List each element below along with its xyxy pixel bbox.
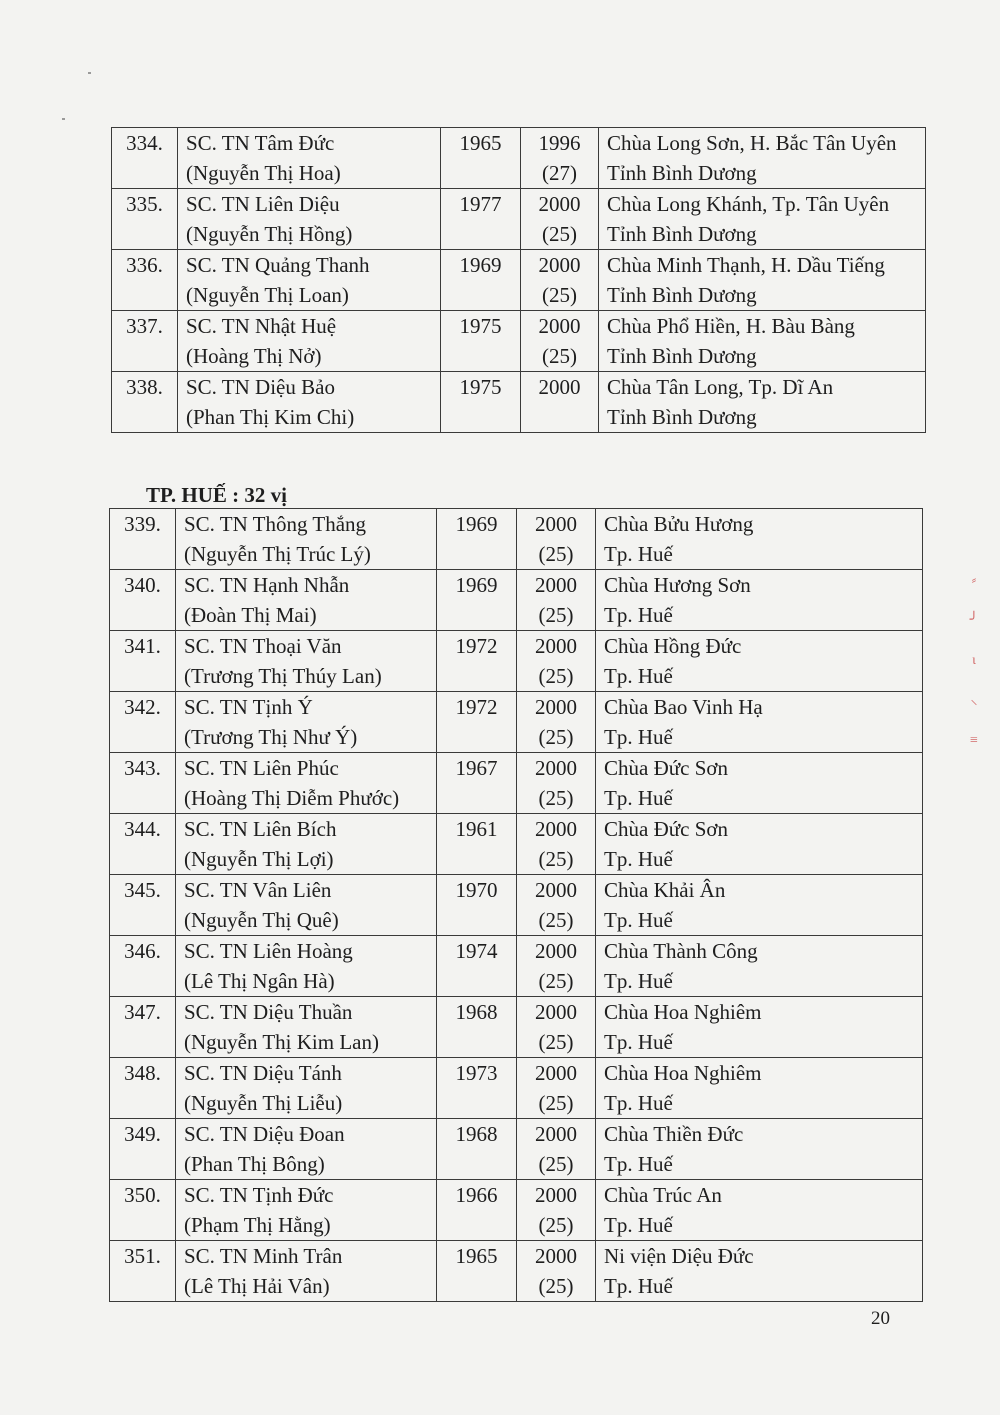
- ordination-year-ordained-note: (25): [538, 664, 574, 688]
- temple-location-cell: [599, 189, 926, 250]
- person-name-cell: [176, 509, 437, 570]
- person-name-birth-name: (Lê Thị Ngân Hà): [184, 969, 335, 993]
- birth-year-cell: [437, 570, 517, 631]
- person-name-cell: [176, 936, 437, 997]
- birth-year-year: 1968: [455, 1000, 498, 1024]
- temple-location-province: Tp. Huế: [604, 603, 673, 627]
- temple-location-temple: Chùa Long Sơn, H. Bắc Tân Uyên: [607, 131, 897, 155]
- birth-year-cell: [441, 372, 521, 433]
- temple-location-province: Tỉnh Bình Dương: [607, 344, 757, 368]
- ordination-year-ordained-note: (25): [542, 283, 577, 307]
- birth-year-year: 1970: [455, 878, 498, 902]
- table-row: [110, 631, 923, 692]
- temple-location-province: Tỉnh Bình Dương: [607, 283, 757, 307]
- row-number-cell: [110, 814, 176, 875]
- person-name-name: SC. TN Tịnh Đức: [184, 1183, 334, 1207]
- temple-location-cell: [599, 250, 926, 311]
- ordination-year-ordained-note: (25): [538, 908, 574, 932]
- scan-speck: [62, 118, 65, 120]
- table-row: [110, 1058, 923, 1119]
- row-number-stt: 350.: [124, 1183, 161, 1207]
- birth-year-year: 1977: [459, 192, 502, 216]
- birth-year-cell: [437, 1058, 517, 1119]
- row-number-cell: [110, 1058, 176, 1119]
- row-number-cell: [110, 570, 176, 631]
- ordination-year-ordained: 2000: [535, 695, 577, 719]
- ordination-year-ordained-note: (25): [538, 1030, 574, 1054]
- person-name-cell: [176, 692, 437, 753]
- person-name-birth-name: (Nguyễn Thị Lợi): [184, 847, 334, 871]
- table-row: [110, 814, 923, 875]
- row-number-cell: [110, 509, 176, 570]
- temple-location-temple: Chùa Hoa Nghiêm: [604, 1061, 762, 1085]
- person-name-cell: [176, 570, 437, 631]
- birth-year-year: 1972: [455, 634, 498, 658]
- birth-year-cell: [441, 128, 521, 189]
- birth-year-year: 1969: [455, 573, 498, 597]
- person-name-cell: [176, 753, 437, 814]
- person-name-birth-name: (Nguyễn Thị Kim Lan): [184, 1030, 379, 1054]
- page-number: 20: [871, 1308, 890, 1329]
- temple-location-temple: Ni viện Diệu Đức: [604, 1244, 754, 1268]
- ordination-year-cell: [521, 189, 599, 250]
- temple-location-cell: [596, 1119, 923, 1180]
- birth-year-cell: [437, 753, 517, 814]
- birth-year-year: 1966: [455, 1183, 498, 1207]
- person-name-cell: [178, 311, 441, 372]
- ordination-year-ordained: 2000: [535, 1061, 577, 1085]
- temple-location-province: Tp. Huế: [604, 1091, 673, 1115]
- birth-year-cell: [437, 631, 517, 692]
- person-name-birth-name: (Đoàn Thị Mai): [184, 603, 317, 627]
- person-name-birth-name: (Nguyễn Thị Hoa): [186, 161, 341, 185]
- person-name-birth-name: (Nguyễn Thị Quê): [184, 908, 339, 932]
- temple-location-cell: [599, 128, 926, 189]
- temple-location-cell: [596, 1241, 923, 1302]
- ordination-year-ordained-note: (25): [542, 344, 577, 368]
- temple-location-temple: Chùa Phổ Hiền, H. Bàu Bàng: [607, 314, 855, 338]
- ordination-year-ordained: 2000: [535, 1122, 577, 1146]
- temple-location-province: Tp. Huế: [604, 1213, 673, 1237]
- ordination-year-ordained: 2000: [535, 512, 577, 536]
- birth-year-year: 1967: [455, 756, 498, 780]
- person-name-cell: [176, 875, 437, 936]
- row-number-stt: 335.: [126, 192, 163, 216]
- birth-year-cell: [437, 875, 517, 936]
- ordination-year-cell: [521, 311, 599, 372]
- temple-location-cell: [596, 509, 923, 570]
- temple-location-temple: Chùa Thành Công: [604, 939, 758, 963]
- row-number-cell: [110, 1180, 176, 1241]
- birth-year-year: 1969: [459, 253, 502, 277]
- temple-location-cell: [596, 631, 923, 692]
- table-row: [110, 1119, 923, 1180]
- ordination-year-ordained-note: (25): [538, 1152, 574, 1176]
- row-number-cell: [110, 753, 176, 814]
- birth-year-year: 1973: [455, 1061, 498, 1085]
- temple-location-province: Tp. Huế: [604, 1030, 673, 1054]
- person-name-name: SC. TN Diệu Tánh: [184, 1061, 342, 1085]
- temple-location-temple: Chùa Tân Long, Tp. Dĩ An: [607, 375, 834, 399]
- temple-location-cell: [596, 936, 923, 997]
- row-number-stt: 349.: [124, 1122, 161, 1146]
- person-name-cell: [178, 250, 441, 311]
- table-binh-duong: [111, 127, 926, 433]
- person-name-name: SC. TN Diệu Bảo: [186, 375, 335, 399]
- birth-year-cell: [437, 1180, 517, 1241]
- person-name-birth-name: (Phan Thị Bông): [184, 1152, 325, 1176]
- person-name-cell: [178, 189, 441, 250]
- table-row: [112, 128, 926, 189]
- ordination-year-ordained-note: (25): [538, 1274, 574, 1298]
- row-number-stt: 338.: [126, 375, 163, 399]
- row-number-stt: 344.: [124, 817, 161, 841]
- person-name-birth-name: (Nguyễn Thị Hồng): [186, 222, 353, 246]
- row-number-stt: 337.: [126, 314, 163, 338]
- birth-year-cell: [437, 997, 517, 1058]
- ordination-year-cell: [517, 1180, 596, 1241]
- row-number-cell: [110, 997, 176, 1058]
- birth-year-year: 1965: [459, 131, 502, 155]
- row-number-cell: [112, 128, 178, 189]
- row-number-stt: 341.: [124, 634, 161, 658]
- birth-year-year: 1965: [455, 1244, 498, 1268]
- row-number-stt: 346.: [124, 939, 161, 963]
- ordination-year-cell: [517, 997, 596, 1058]
- ordination-year-ordained-note: (25): [538, 725, 574, 749]
- row-number-stt: 343.: [124, 756, 161, 780]
- temple-location-province: Tp. Huế: [604, 969, 673, 993]
- temple-location-temple: Chùa Hương Sơn: [604, 573, 751, 597]
- row-number-cell: [110, 692, 176, 753]
- person-name-cell: [178, 128, 441, 189]
- temple-location-province: Tỉnh Bình Dương: [607, 161, 757, 185]
- ordination-year-ordained: 2000: [535, 878, 577, 902]
- temple-location-province: Tp. Huế: [604, 908, 673, 932]
- person-name-cell: [176, 997, 437, 1058]
- ordination-year-cell: [521, 128, 599, 189]
- row-number-cell: [110, 1119, 176, 1180]
- row-number-cell: [110, 1241, 176, 1302]
- birth-year-cell: [437, 509, 517, 570]
- ordination-year-ordained-note: (25): [542, 222, 577, 246]
- birth-year-year: 1972: [455, 695, 498, 719]
- temple-location-province: Tp. Huế: [604, 786, 673, 810]
- person-name-birth-name: (Lê Thị Hải Vân): [184, 1274, 330, 1298]
- person-name-name: SC. TN Hạnh Nhẫn: [184, 573, 350, 597]
- scan-speck: [88, 72, 91, 74]
- birth-year-cell: [437, 1119, 517, 1180]
- birth-year-year: 1975: [459, 375, 502, 399]
- row-number-stt: 339.: [124, 512, 161, 536]
- ordination-year-cell: [517, 936, 596, 997]
- temple-location-cell: [596, 875, 923, 936]
- table-hue: [109, 508, 923, 1302]
- ordination-year-ordained-note: (25): [538, 1213, 574, 1237]
- temple-location-province: Tp. Huế: [604, 1274, 673, 1298]
- birth-year-year: 1968: [455, 1122, 498, 1146]
- section-title: TP. HUẾ : 32 vị: [146, 483, 287, 507]
- temple-location-province: Tp. Huế: [604, 725, 673, 749]
- table-row: [112, 250, 926, 311]
- person-name-cell: [178, 372, 441, 433]
- row-number-stt: 348.: [124, 1061, 161, 1085]
- ordination-year-cell: [517, 1119, 596, 1180]
- person-name-birth-name: (Trương Thị Thúy Lan): [184, 664, 382, 688]
- person-name-birth-name: (Hoàng Thị Diễm Phước): [184, 786, 400, 810]
- person-name-cell: [176, 1241, 437, 1302]
- row-number-stt: 342.: [124, 695, 161, 719]
- temple-location-temple: Chùa Long Khánh, Tp. Tân Uyên: [607, 192, 890, 216]
- birth-year-cell: [437, 936, 517, 997]
- birth-year-cell: [437, 692, 517, 753]
- ordination-year-cell: [517, 631, 596, 692]
- temple-location-province: Tỉnh Bình Dương: [607, 222, 757, 246]
- row-number-cell: [110, 875, 176, 936]
- table-row: [110, 875, 923, 936]
- ordination-year-ordained: 2000: [538, 253, 581, 277]
- ordination-year-ordained: 2000: [535, 1000, 577, 1024]
- person-name-name: SC. TN Liên Phúc: [184, 756, 339, 780]
- person-name-cell: [176, 814, 437, 875]
- temple-location-cell: [596, 1180, 923, 1241]
- ordination-year-cell: [517, 1241, 596, 1302]
- row-number-cell: [110, 631, 176, 692]
- table-row: [112, 311, 926, 372]
- ordination-year-ordained: 2000: [538, 375, 581, 399]
- table-row: [110, 509, 923, 570]
- birth-year-cell: [437, 814, 517, 875]
- birth-year-year: 1969: [455, 512, 498, 536]
- table-row: [110, 1180, 923, 1241]
- temple-location-province: Tp. Huế: [604, 847, 673, 871]
- table-body: [110, 509, 923, 1302]
- table-row: [110, 936, 923, 997]
- temple-location-temple: Chùa Đức Sơn: [604, 817, 728, 841]
- person-name-name: SC. TN Tâm Đức: [186, 131, 335, 155]
- ordination-year-ordained-note: (25): [538, 542, 574, 566]
- temple-location-temple: Chùa Khải Ân: [604, 878, 726, 902]
- birth-year-cell: [441, 311, 521, 372]
- row-number-stt: 336.: [126, 253, 163, 277]
- ordination-year-ordained: 2000: [535, 817, 577, 841]
- temple-location-temple: Chùa Trúc An: [604, 1183, 722, 1207]
- person-name-cell: [176, 631, 437, 692]
- person-name-cell: [176, 1180, 437, 1241]
- temple-location-province: Tỉnh Bình Dương: [607, 405, 757, 429]
- table-row: [112, 372, 926, 433]
- person-name-name: SC. TN Thoại Văn: [184, 634, 342, 658]
- birth-year-year: 1961: [455, 817, 498, 841]
- row-number-cell: [112, 250, 178, 311]
- table-body: [112, 128, 926, 433]
- ordination-year-cell: [517, 509, 596, 570]
- person-name-birth-name: (Phạm Thị Hằng): [184, 1213, 331, 1237]
- ordination-year-ordained: 2000: [535, 939, 577, 963]
- temple-location-cell: [596, 753, 923, 814]
- person-name-name: SC. TN Diệu Đoan: [184, 1122, 345, 1146]
- row-number-cell: [112, 311, 178, 372]
- table-row: [110, 692, 923, 753]
- temple-location-temple: Chùa Thiền Đức: [604, 1122, 744, 1146]
- temple-location-province: Tp. Huế: [604, 1152, 673, 1176]
- temple-location-province: Tp. Huế: [604, 542, 673, 566]
- row-number-stt: 345.: [124, 878, 161, 902]
- ordination-year-ordained-note: (25): [538, 786, 574, 810]
- ordination-year-ordained-note: (25): [538, 969, 574, 993]
- row-number-cell: [112, 189, 178, 250]
- temple-location-cell: [596, 692, 923, 753]
- temple-location-temple: Chùa Hồng Đức: [604, 634, 742, 658]
- person-name-name: SC. TN Liên Diệu: [186, 192, 340, 216]
- ordination-year-cell: [517, 875, 596, 936]
- row-number-stt: 351.: [124, 1244, 161, 1268]
- person-name-name: SC. TN Quảng Thanh: [186, 253, 370, 277]
- ordination-year-ordained: 1996: [538, 131, 581, 155]
- ordination-year-ordained-note: (25): [538, 603, 574, 627]
- ordination-year-cell: [517, 692, 596, 753]
- ordination-year-ordained: 2000: [535, 573, 577, 597]
- person-name-name: SC. TN Liên Bích: [184, 817, 337, 841]
- ordination-year-ordained-note: (27): [542, 161, 577, 185]
- person-name-name: SC. TN Tịnh Ý: [184, 695, 313, 719]
- ordination-year-ordained-note: (25): [538, 847, 574, 871]
- ordination-year-ordained: 2000: [535, 1244, 577, 1268]
- person-name-birth-name: (Nguyễn Thị Liễu): [184, 1091, 343, 1115]
- table-row: [110, 570, 923, 631]
- ordination-year-cell: [517, 753, 596, 814]
- birth-year-year: 1975: [459, 314, 502, 338]
- birth-year-cell: [441, 189, 521, 250]
- birth-year-cell: [441, 250, 521, 311]
- ordination-year-ordained-note: (25): [538, 1091, 574, 1115]
- table-row: [110, 997, 923, 1058]
- person-name-name: SC. TN Nhật Huệ: [186, 314, 337, 338]
- margin-stamp-marks: ⸗ ╯ ι ⸜ ≡: [969, 573, 979, 748]
- table-row: [112, 189, 926, 250]
- temple-location-temple: Chùa Bao Vinh Hạ: [604, 695, 763, 719]
- person-name-name: SC. TN Vân Liên: [184, 878, 332, 902]
- temple-location-temple: Chùa Hoa Nghiêm: [604, 1000, 762, 1024]
- row-number-stt: 347.: [124, 1000, 161, 1024]
- temple-location-province: Tp. Huế: [604, 664, 673, 688]
- ordination-year-cell: [517, 570, 596, 631]
- ordination-year-cell: [521, 372, 599, 433]
- temple-location-cell: [596, 1058, 923, 1119]
- birth-year-cell: [437, 1241, 517, 1302]
- person-name-birth-name: (Trương Thị Như Ý): [184, 725, 358, 749]
- temple-location-temple: Chùa Minh Thạnh, H. Dầu Tiếng: [607, 253, 885, 277]
- ordination-year-cell: [517, 814, 596, 875]
- row-number-cell: [110, 936, 176, 997]
- ordination-year-cell: [521, 250, 599, 311]
- ordination-year-ordained: 2000: [538, 192, 581, 216]
- row-number-cell: [112, 372, 178, 433]
- person-name-cell: [176, 1119, 437, 1180]
- row-number-stt: 334.: [126, 131, 163, 155]
- person-name-birth-name: (Hoàng Thị Nở): [186, 344, 322, 368]
- temple-location-cell: [599, 311, 926, 372]
- person-name-birth-name: (Nguyễn Thị Trúc Lý): [184, 542, 371, 566]
- table-row: [110, 753, 923, 814]
- person-name-cell: [176, 1058, 437, 1119]
- temple-location-cell: [596, 570, 923, 631]
- temple-location-cell: [599, 372, 926, 433]
- row-number-stt: 340.: [124, 573, 161, 597]
- person-name-name: SC. TN Liên Hoàng: [184, 939, 353, 963]
- person-name-name: SC. TN Diệu Thuần: [184, 1000, 353, 1024]
- temple-location-temple: Chùa Bửu Hương: [604, 512, 754, 536]
- temple-location-temple: Chùa Đức Sơn: [604, 756, 728, 780]
- ordination-year-ordained: 2000: [538, 314, 581, 338]
- table-row: [110, 1241, 923, 1302]
- person-name-name: SC. TN Minh Trân: [184, 1244, 343, 1268]
- ordination-year-cell: [517, 1058, 596, 1119]
- ordination-year-ordained: 2000: [535, 756, 577, 780]
- temple-location-cell: [596, 997, 923, 1058]
- temple-location-cell: [596, 814, 923, 875]
- person-name-birth-name: (Nguyễn Thị Loan): [186, 283, 349, 307]
- ordination-year-ordained: 2000: [535, 634, 577, 658]
- ordination-year-ordained: 2000: [535, 1183, 577, 1207]
- person-name-birth-name: (Phan Thị Kim Chi): [186, 405, 355, 429]
- birth-year-year: 1974: [455, 939, 498, 963]
- person-name-name: SC. TN Thông Thắng: [184, 512, 367, 536]
